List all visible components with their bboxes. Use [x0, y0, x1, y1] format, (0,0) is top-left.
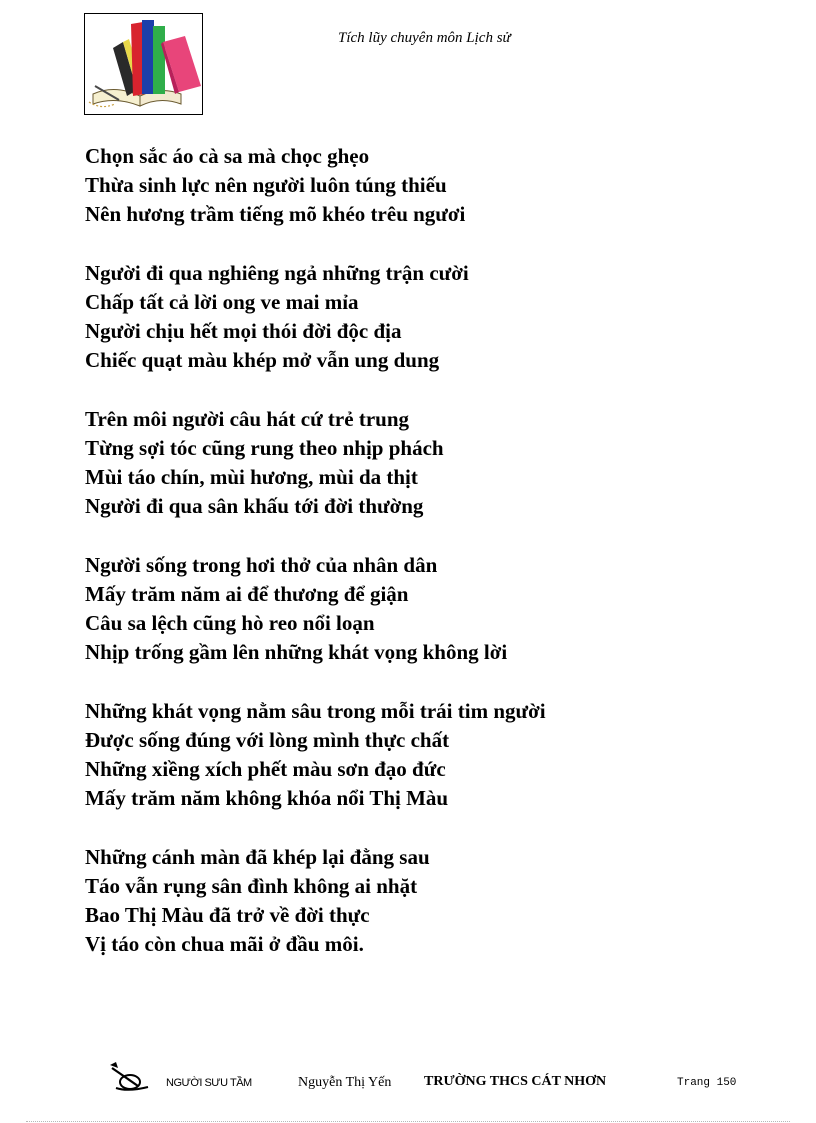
poem-line: Nên hương trầm tiếng mõ khéo trêu ngươi — [85, 202, 466, 227]
poem-line: Táo vẫn rụng sân đình không ai nhặt — [85, 874, 418, 898]
footer-divider — [26, 1121, 790, 1122]
stanza — [85, 551, 785, 668]
collector-label: NGƯỜI SƯU TẦM — [166, 1077, 252, 1089]
poem — [85, 142, 785, 960]
poem-line: Mấy trăm năm ai để thương để giận — [85, 582, 409, 606]
poem-line: Những xiềng xích phết màu sơn đạo đức — [85, 757, 446, 782]
poem-line: Chọn sắc áo cà sa mà chọc ghẹo — [85, 144, 370, 168]
poem-line: Người đi qua nghiêng ngả những trận cười — [85, 260, 469, 285]
header-title: Tích lũy chuyên môn Lịch sử — [338, 30, 511, 46]
stanza — [85, 259, 785, 376]
poem-line: Được sống đúng với lòng mình thực chất — [85, 728, 450, 752]
stanza — [85, 405, 785, 522]
poem-line: Người sống trong hơi thở của nhân dân — [85, 552, 438, 577]
poem-line: Người chịu hết mọi thói đời độc địa — [85, 319, 402, 344]
poem-line: Mùi táo chín, mùi hương, mùi da thịt — [85, 465, 418, 490]
stanza — [85, 142, 785, 230]
books-logo — [84, 13, 203, 115]
poem-line: Người đi qua sân khấu tới đời thường — [85, 494, 424, 519]
books-icon — [85, 14, 202, 114]
author-name: Nguyễn Thị Yến — [298, 1075, 392, 1090]
poem-line: Nhịp trống gầm lên những khát vọng không lời — [85, 640, 508, 665]
poem-line: Mấy trăm năm không khóa nổi Thị Màu — [85, 786, 449, 811]
pen-writing-icon — [108, 1060, 152, 1094]
poem-line: Vị táo còn chua mãi ở đầu môi. — [85, 932, 364, 957]
school-name: TRƯỜNG THCS CÁT NHƠN — [424, 1074, 607, 1089]
poem-line: Chiếc quạt màu khép mở vẫn ung dung — [85, 348, 440, 373]
poem-line: Thừa sinh lực nên người luôn túng thiếu — [85, 173, 447, 198]
page-footer — [0, 1060, 816, 1100]
poem-line: Câu sa lệch cũng hò reo nổi loạn — [85, 611, 375, 636]
poem-line: Những khát vọng nằm sâu trong mỗi trái tim người — [85, 698, 546, 723]
stanza — [85, 697, 785, 814]
poem-line: Bao Thị Màu đã trở về đời thực — [85, 903, 370, 928]
poem-line: Trên môi người câu hát cứ trẻ trung — [85, 406, 409, 431]
poem-line: Chấp tất cả lời ong ve mai mỉa — [85, 290, 359, 314]
poem-line: Những cánh màn đã khép lại đằng sau — [85, 844, 430, 869]
page-number: Trang 150 — [677, 1077, 737, 1089]
poem-line: Từng sợi tóc cũng rung theo nhịp phách — [85, 436, 444, 460]
stanza — [85, 843, 785, 960]
